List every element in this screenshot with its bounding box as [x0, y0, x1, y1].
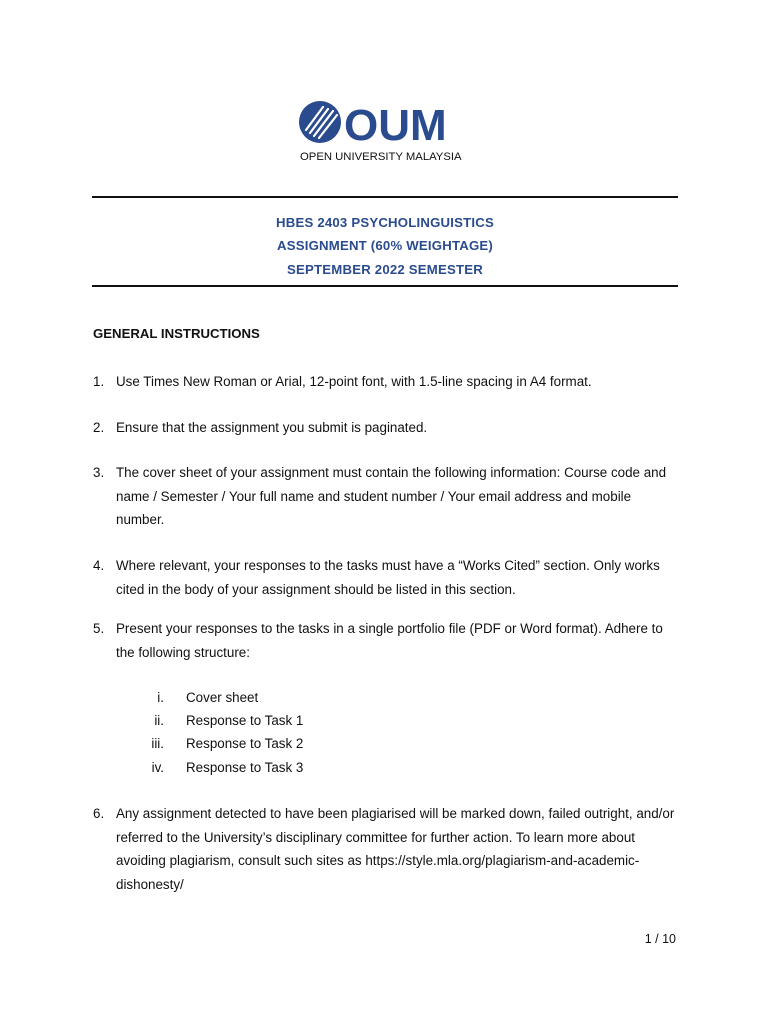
instruction-item: [93, 617, 683, 664]
document-header: [92, 211, 678, 281]
structure-numeral: i.: [157, 690, 164, 705]
structure-list-item: [140, 756, 304, 779]
instruction-item: [93, 554, 683, 601]
structure-numeral: iii.: [151, 736, 164, 751]
instruction-number: 3.: [93, 465, 105, 480]
general-instructions-heading: GENERAL INSTRUCTIONS: [93, 326, 260, 341]
instruction-number: 2.: [93, 420, 105, 435]
structure-list-item: [140, 686, 259, 709]
structure-list-item: [140, 709, 304, 732]
semester: SEPTEMBER 2022 SEMESTER: [287, 261, 483, 277]
instruction-item: [93, 370, 683, 394]
instruction-item: [93, 416, 683, 440]
oum-logo-wordmark: OUM: [344, 101, 447, 150]
structure-numeral: ii.: [154, 713, 164, 728]
header-top-rule: [92, 196, 678, 198]
oum-logo: [298, 100, 470, 166]
header-bottom-rule: [92, 285, 678, 287]
assignment-weightage: ASSIGNMENT (60% WEIGHTAGE): [277, 238, 493, 254]
instruction-text: Use Times New Roman or Arial, 12-point font, with 1.5-line spacing in A4 format.: [116, 374, 592, 389]
instruction-number: 6.: [93, 806, 105, 821]
course-title: HBES 2403 PSYCHOLINGUISTICS: [276, 215, 494, 230]
structure-label: Response to Task 1: [186, 713, 304, 728]
structure-label: Response to Task 2: [186, 736, 304, 751]
instruction-text: Ensure that the assignment you submit is paginated.: [116, 420, 428, 435]
oum-logo-graphic: [298, 100, 470, 166]
structure-list-item: [140, 732, 304, 755]
instruction-text: Any assignment detected to have been plagiarised will be marked down, failed outright, and/or referred to the University’s disciplinary committee for further action. To learn more about avoiding plagiarism, consult such sites as https://style.mla.org/plagiarism-and-academic-dishonesty/: [116, 806, 675, 892]
instruction-text: Where relevant, your responses to the tasks must have a “Works Cited” section. Only works cited in the body of your assignment should be listed in this section.: [116, 558, 660, 597]
structure-numeral: iv.: [151, 760, 164, 775]
structure-label: Cover sheet: [186, 690, 259, 705]
instruction-number: 1.: [93, 374, 105, 389]
instruction-item: [93, 802, 683, 896]
page-number: 1 / 10: [644, 932, 676, 946]
instruction-number: 4.: [93, 558, 105, 573]
oum-logo-tagline: OPEN UNIVERSITY MALAYSIA: [300, 151, 462, 163]
instruction-text: Present your responses to the tasks in a single portfolio file (PDF or Word format). Adhere to the following structure:: [116, 621, 663, 660]
instruction-item: [93, 461, 683, 532]
instruction-number: 5.: [93, 621, 105, 636]
instruction-text: The cover sheet of your assignment must contain the following information: Course code and name / Semester / Your full name and student number / Your email address and mobile number.: [116, 465, 667, 527]
structure-label: Response to Task 3: [186, 760, 304, 775]
